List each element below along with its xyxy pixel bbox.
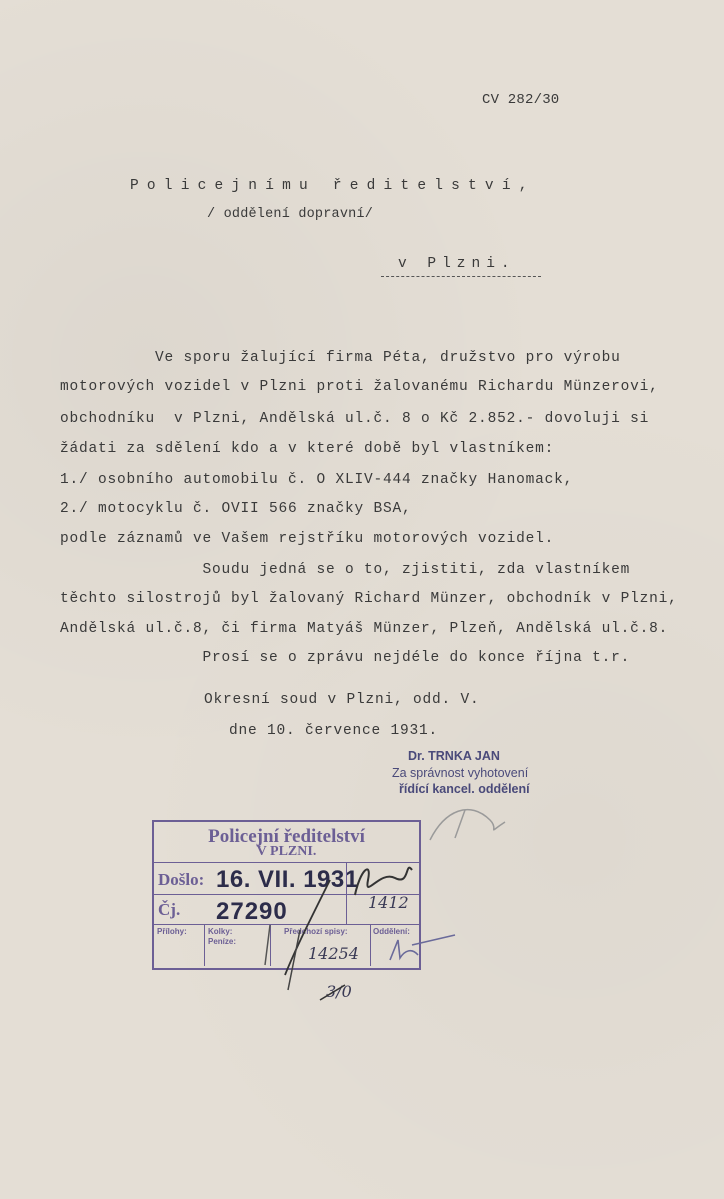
- department-label: Oddělení:: [373, 927, 410, 936]
- signature-line-3: řídící kancel. oddělení: [399, 782, 530, 796]
- body-line: podle záznamů ve Vašem rejstříku motorových vozidel.: [60, 531, 555, 547]
- stamp-title: Policejní ředitelství: [208, 826, 365, 847]
- stamps-label: Kolky:: [208, 927, 233, 936]
- handwritten-fraction: 3/0: [326, 982, 352, 1001]
- handwritten-number: 1412: [368, 893, 409, 912]
- received-date: 16. VII. 1931: [216, 866, 359, 893]
- signature-name: Dr. TRNKA JAN: [408, 749, 500, 763]
- body-line: obchodníku v Plzni, Andělská ul.č. 8 o Kč 2.852.- dovoluji si: [60, 411, 650, 427]
- body-line: 2./ motocyklu č. OVII 566 značky BSA,: [60, 501, 412, 517]
- body-line: Ve sporu žalující firma Péta, družstvo pro výrobu: [60, 350, 621, 366]
- addressee-line-1: Policejnímu ředitelství,: [130, 178, 536, 194]
- body-line: těchto silostrojů byl žalovaný Richard Münzer, obchodník v Plzni,: [60, 591, 678, 607]
- attachments-label: Přílohy:: [157, 927, 187, 936]
- addressee-line-2: / oddělení dopravní/: [207, 207, 374, 222]
- reference-number: CV 282/30: [482, 92, 560, 108]
- handwritten-previous-file: 14254: [308, 944, 359, 963]
- addressee-line-3: v Plzni.: [398, 256, 516, 272]
- number-label: Čj.: [158, 900, 181, 919]
- body-line: žádati za sdělení kdo a v které době byl vlastníkem:: [60, 441, 555, 457]
- court-name: Okresní soud v Plzni, odd. V.: [204, 692, 480, 708]
- signature-line-2: Za správnost vyhotovení: [392, 766, 529, 780]
- body-line: Andělská ul.č.8, či firma Matyáš Münzer, Plzeň, Andělská ul.č.8.: [60, 621, 669, 637]
- body-line: Soudu jedná se o to, zjistiti, zda vlastníkem: [60, 562, 631, 578]
- body-line: motorových vozidel v Plzni proti žalovanému Richardu Münzerovi,: [60, 379, 659, 395]
- body-line: Prosí se o zprávu nejdéle do konce října t.r.: [60, 650, 631, 666]
- previous-files-label: Předchozí spisy:: [284, 927, 348, 936]
- received-label: Došlo:: [158, 870, 205, 889]
- money-label: Peníze:: [208, 937, 237, 946]
- body-line: 1./ osobního automobilu č. O XLIV-444 značky Hanomack,: [60, 472, 574, 488]
- registration-number: 27290: [216, 898, 288, 925]
- document-date: dne 10. července 1931.: [229, 723, 439, 739]
- stamp-subtitle: V PLZNI.: [256, 844, 317, 859]
